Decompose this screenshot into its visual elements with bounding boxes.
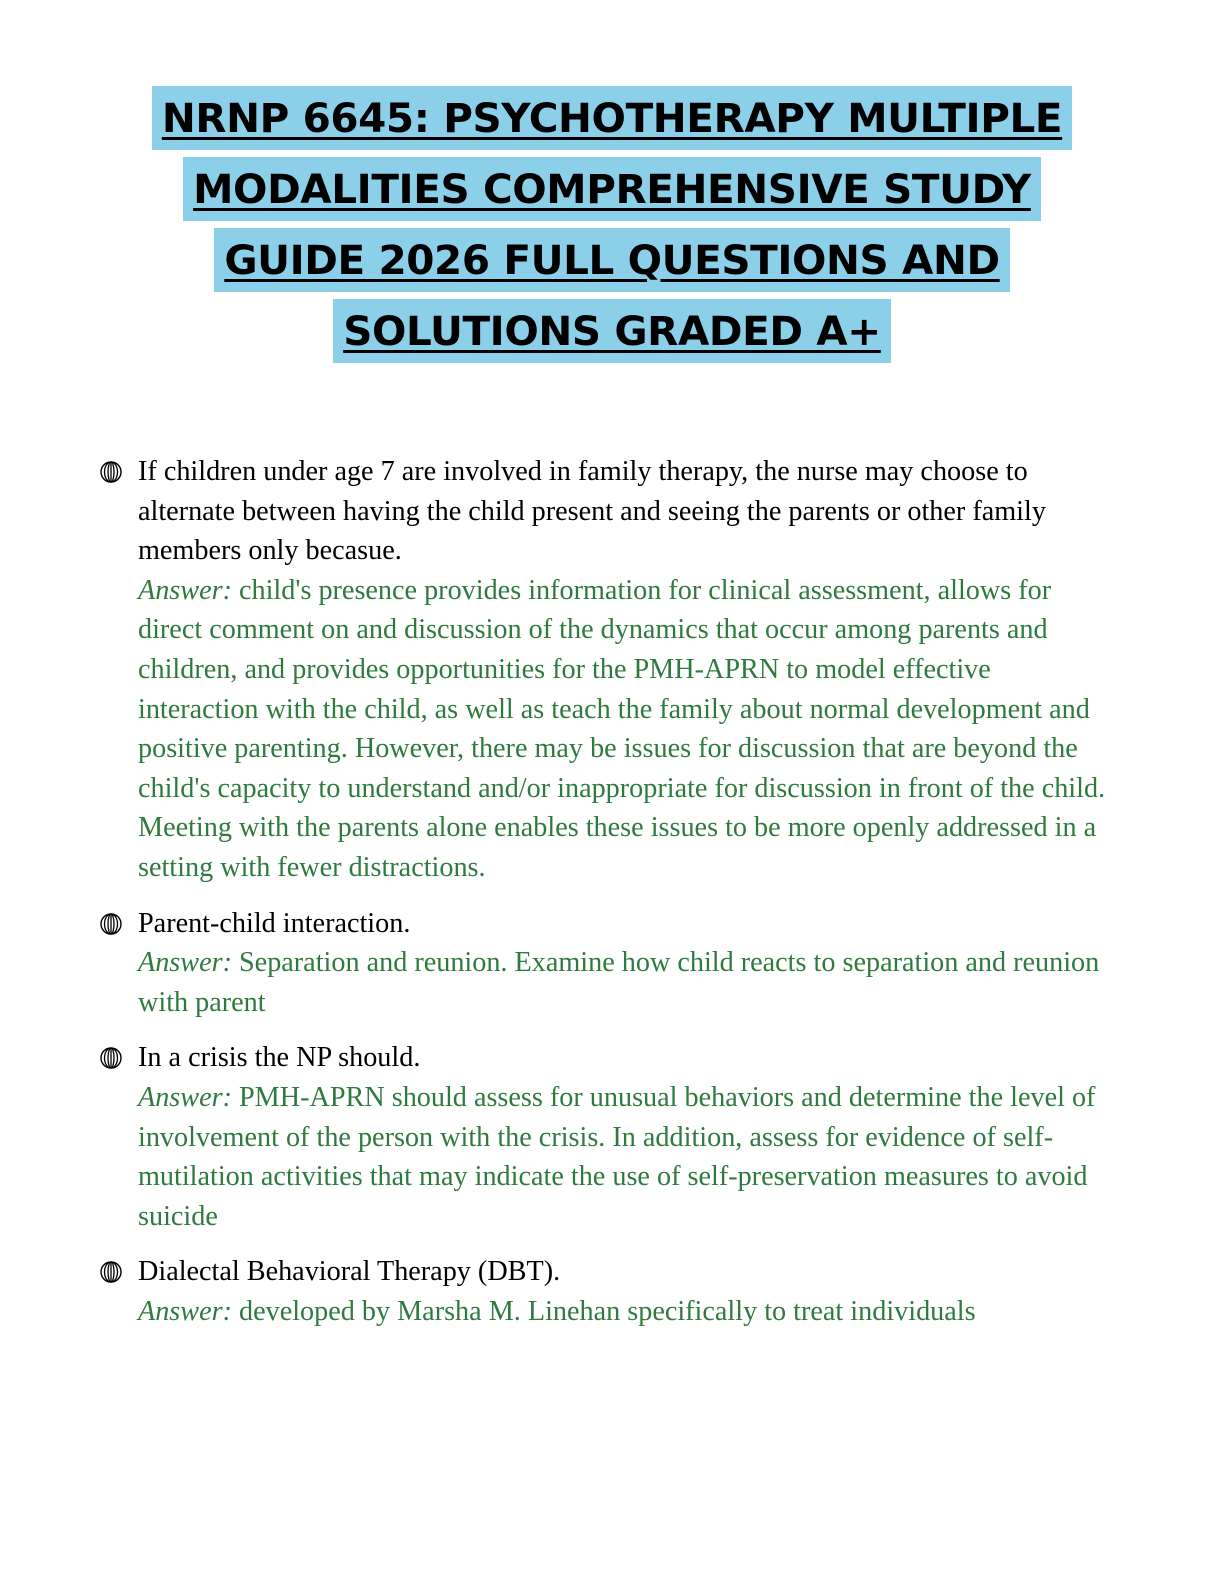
- answer-text: PMH-APRN should assess for unusual behaviors and determine the level of involvement of the person with the crisis. In addition, assess for evidence of self-mutilation activities that may indicate the use of self-preservation measures to avoid suicide: [138, 1081, 1096, 1232]
- title-line: [0, 157, 1224, 228]
- answer-block: [138, 1292, 1116, 1332]
- title-line-text: SOLUTIONS GRADED A+: [333, 299, 891, 363]
- question-text: If children under age 7 are involved in family therapy, the nurse may choose to alternate between having the child present and seeing the parents or other family members only becasue.: [138, 456, 1046, 567]
- qa-item: [0, 1252, 1116, 1331]
- question-text: Dialectal Behavioral Therapy (DBT).: [138, 1256, 561, 1288]
- globe-bullet-icon: [100, 913, 122, 935]
- answer-label: Answer:: [138, 1081, 232, 1113]
- answer-label: Answer:: [138, 574, 232, 606]
- answer-label: Answer:: [138, 947, 232, 979]
- globe-bullet-icon: [100, 461, 122, 483]
- globe-bullet-icon: [100, 1047, 122, 1069]
- question-text: Parent-child interaction.: [138, 907, 411, 939]
- title-line: [0, 299, 1224, 370]
- qa-item: [0, 452, 1116, 888]
- globe-bullet-icon: [100, 1261, 122, 1283]
- document-title: [0, 86, 1224, 370]
- qa-list: [0, 452, 1224, 1347]
- answer-block: [138, 943, 1116, 1022]
- qa-item: [0, 904, 1116, 1023]
- answer-label: Answer:: [138, 1295, 232, 1327]
- title-line-text: NRNP 6645: PSYCHOTHERAPY MULTIPLE: [152, 86, 1072, 150]
- question-text: In a crisis the NP should.: [138, 1042, 421, 1074]
- answer-text: developed by Marsha M. Linehan specifically to treat individuals: [239, 1295, 976, 1327]
- answer-text: Separation and reunion. Examine how child reacts to separation and reunion with parent: [138, 947, 1100, 1018]
- title-line: [0, 228, 1224, 299]
- qa-item: [0, 1038, 1116, 1236]
- answer-block: [138, 571, 1116, 888]
- answer-block: [138, 1078, 1116, 1236]
- title-line-text: MODALITIES COMPREHENSIVE STUDY: [183, 157, 1041, 221]
- answer-text: child's presence provides information for clinical assessment, allows for direct comment on and discussion of the dynamics that occur among parents and children, and provides opportunities for the PMH-APRN to model effective interaction with the child, as well as teach the family about normal development and positive parenting. However, there may be issues for discussion that are beyond the child's capacity to understand and/or inappropriate for discussion in front of the child. Meeting with the parents alone enables these issues to be more openly addressed in a setting with fewer distractions.: [138, 574, 1106, 883]
- title-line-text: GUIDE 2026 FULL QUESTIONS AND: [214, 228, 1009, 292]
- title-line: [0, 86, 1224, 157]
